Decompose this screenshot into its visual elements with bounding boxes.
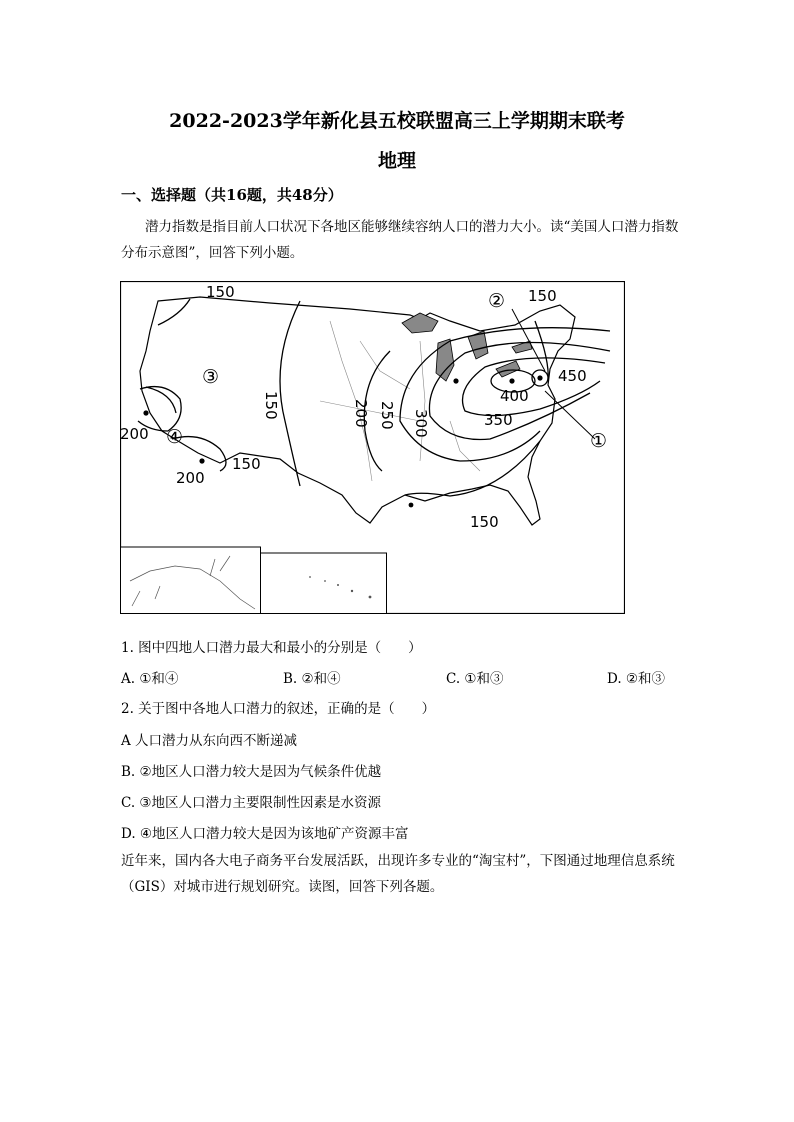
marker-4: ④ [166,426,184,448]
contour-label-250: 250 [378,401,396,430]
subject-title: 地理 [377,150,416,172]
question-1-option-c[interactable]: C. ①和③ [446,671,504,687]
question-2-option-c[interactable]: C. ③地区人口潜力主要限制性因素是水资源 [121,795,382,811]
question-1-stem: 1. 图中四地人口潜力最大和最小的分别是（ ） [121,640,422,656]
marker-2: ② [488,290,506,312]
contour-label-200-central: 200 [352,399,370,428]
question-1-option-b[interactable]: B. ②和④ [283,671,341,687]
contour-label-350: 350 [484,411,513,429]
section-heading: 一、选择题（共16题，共48分） [121,186,343,204]
question-2-option-a[interactable]: A 人口潜力从东向西不断递减 [121,733,298,749]
question-2-option-b[interactable]: B. ②地区人口潜力较大是因为气候条件优越 [121,764,382,780]
us-population-potential-map [120,281,625,614]
contour-label-400: 400 [500,387,529,405]
contour-label-300: 300 [412,409,430,438]
contour-label-150-southeast: 150 [470,513,499,531]
exam-title: 2022-2023学年新化县五校联盟高三上学期期末联考 [169,110,625,132]
question-1-option-d[interactable]: D. ②和③ [607,671,666,687]
contour-label-200-west: 200 [120,425,149,443]
contour-label-200-southwest: 200 [176,469,205,487]
contour-label-450: 450 [558,367,587,385]
question-2-option-d[interactable]: D. ④地区人口潜力较大是因为该地矿产资源丰富 [121,826,409,842]
contour-label-150-southwest: 150 [232,455,261,473]
marker-1: ① [590,430,608,452]
question-1-option-a[interactable]: A. ①和④ [121,671,179,687]
contour-label-150-ne: 150 [528,287,557,305]
contour-label-150-nw: 150 [206,283,235,301]
intro-paragraph-2: 近年来，国内各大电子商务平台发展活跃，出现许多专业的“淘宝村”，下图通过地理信息系统（GIS）对城市进行规划研究。读图，回答下列各题。 [121,853,675,895]
contour-label-150-west: 150 [262,391,280,420]
intro-paragraph: 潜力指数是指目前人口状况下各地区能够继续容纳人口的潜力大小。读“美国人口潜力指数分布示意图”，回答下列小题。 [121,219,679,261]
marker-3: ③ [202,366,220,388]
question-2-stem: 2. 关于图中各地人口潜力的叙述，正确的是（ ） [121,701,436,717]
